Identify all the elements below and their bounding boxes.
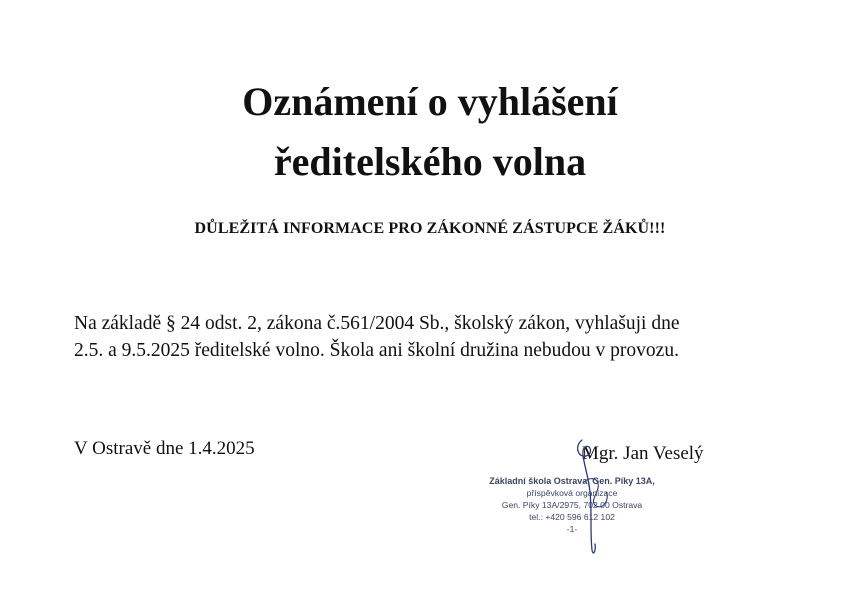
place-and-date: V Ostravě dne 1.4.2025 <box>74 438 255 459</box>
stamp-line-3: Gen. Píky 13A/2975, 702 00 Ostrava <box>501 500 643 510</box>
stamp-line-4: tel.: +420 596 612 102 <box>529 512 615 522</box>
stamp-line-2: příspěvková organizace <box>526 488 618 498</box>
signature-stroke <box>584 479 607 507</box>
document-title-line-1: Oznámení o vyhlášení <box>242 79 618 124</box>
handwritten-signature <box>560 432 660 562</box>
body-line-1: Na základě § 24 odst. 2, zákona č.561/2004 Sb., školský zákon, vyhlašuji dne <box>74 313 680 334</box>
body-line-2: 2.5. a 9.5.2025 ředitelské volno. Škola ani školní družina nebudou v provozu. <box>74 340 679 361</box>
document-title-line-2: ředitelského volna <box>273 139 587 184</box>
signer-name: Mgr. Jan Veselý <box>582 443 704 464</box>
stamp-line-1: Základní škola Ostrava, Gen. Píky 13A, <box>489 476 655 486</box>
stamp-line-5: -1- <box>566 524 578 534</box>
important-notice-heading: DŮLEŽITÁ INFORMACE PRO ZÁKONNÉ ZÁSTUPCE ŽÁKŮ!!! <box>194 220 666 237</box>
announcement-body <box>74 310 794 364</box>
signature-stroke <box>578 440 596 553</box>
